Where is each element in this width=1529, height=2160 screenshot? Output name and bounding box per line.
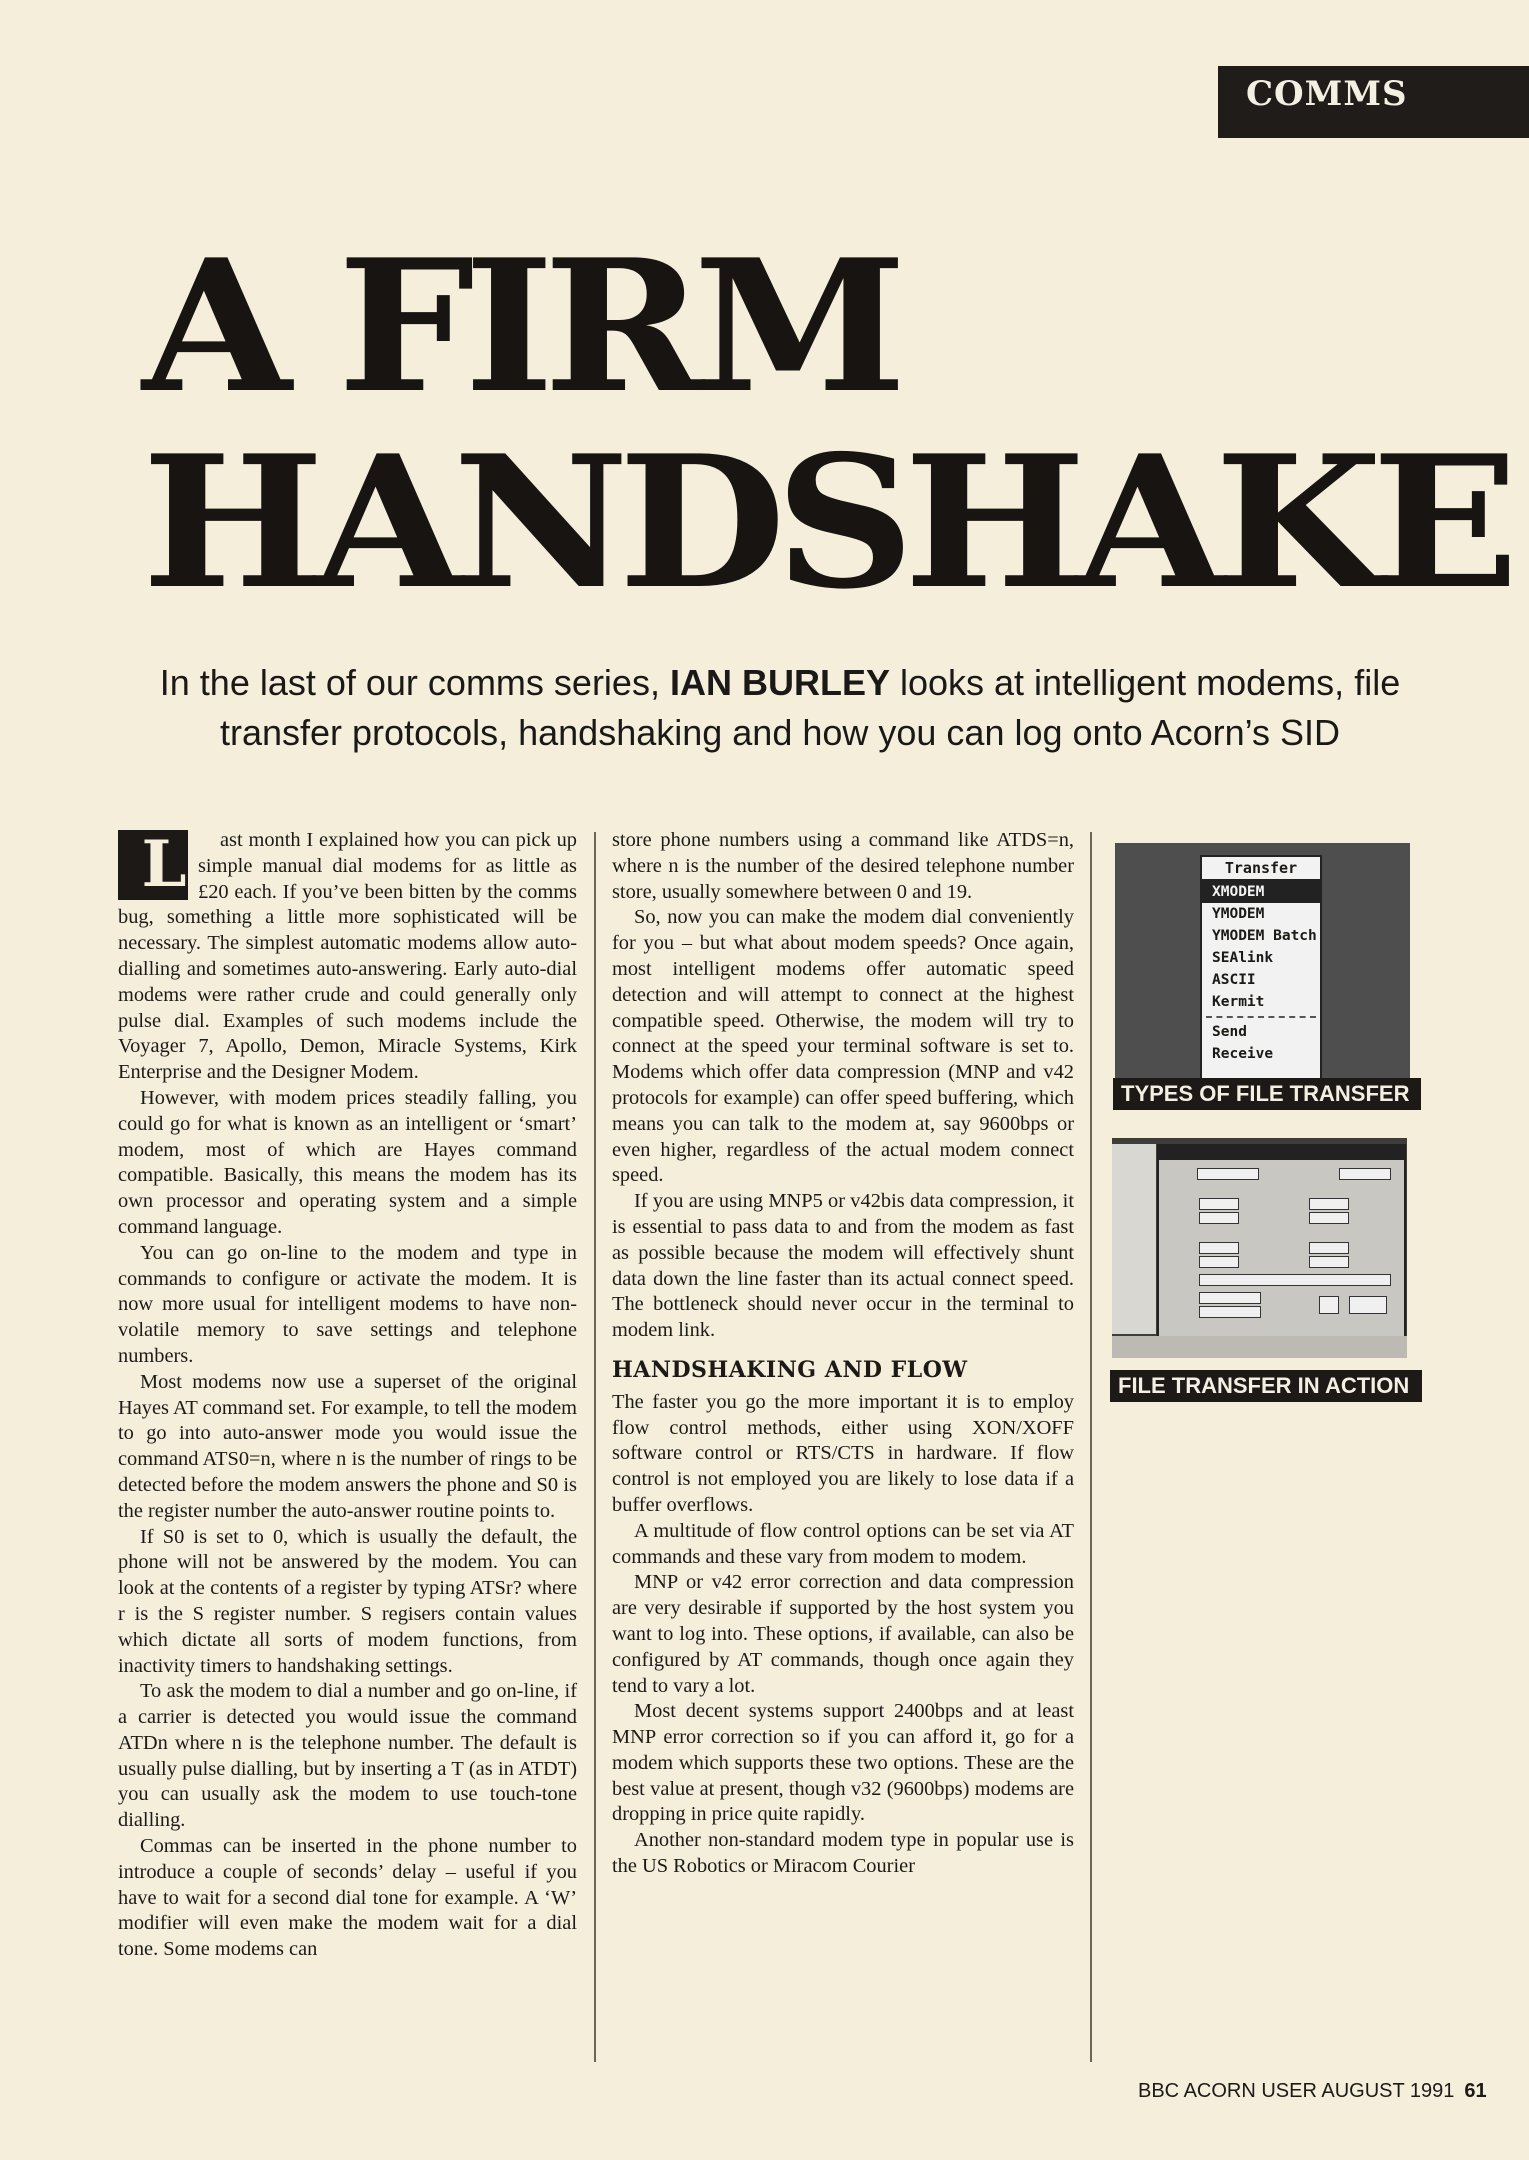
ok-button[interactable] [1319, 1296, 1339, 1314]
paragraph-text: ast month I explained how you can pick up simple manual dial modems for as little as £20 each. If you’ve been bitten by the comms bug, something a little more sophisticated will be necessary. The simplest automatic modems allow auto-dialling and sometimes auto-answering. Early auto-dial modems were rather crude and could generally only pulse dial. Examples of such modems include the Voyager 7, Apollo, Demon, Miracle Systems, Kirk Enterprise and the Designer Modem. [118, 829, 577, 1084]
dialog-field [1339, 1168, 1391, 1180]
dialog-status-field [1199, 1274, 1391, 1286]
paragraph: The faster you go the more important it is to employ flow control methods, either using XON/XOFF software control or RTS/CTS in hardware. If flow control is not employed you are likely to lose data if a buffer overflows. [612, 1390, 1074, 1516]
screenshot-file-transfer [1112, 1138, 1407, 1358]
dialog-field [1309, 1212, 1349, 1224]
icon-bar [1112, 1336, 1407, 1358]
caption-file-transfer-in-action: FILE TRANSFER IN ACTION [1110, 1370, 1422, 1402]
page-number: 61 [1464, 2080, 1487, 2102]
menu-separator [1206, 1016, 1316, 1018]
dialog-title-bar [1159, 1146, 1404, 1160]
dialog-field [1309, 1198, 1349, 1210]
dialog-field [1199, 1198, 1239, 1210]
paragraph: However, with modem prices steadily falling, you could go for what is known as an intelligent or ‘smart’ modem, most of which are Hayes command compatible. Basically, this means the modem has its own processor and operating system and a simple command language. [118, 1086, 577, 1238]
paragraph: Most modems now use a superset of the original Hayes AT command set. For example, to tell the modem to go into auto-answer mode you would issue the command ATS0=n, where n is the number of rings to be detected before the modem answers the phone and S0 is the register number the auto-answer routine points to. [118, 1370, 577, 1522]
menu-item-kermit[interactable]: Kermit [1212, 994, 1265, 1010]
paragraph: If you are using MNP5 or v42bis data compression, it is essential to pass data to and from the modem as fast as possible because the modem will effectively shunt data down the line faster than its actual connect speed. The bottleneck should never occur in the terminal to modem link. [612, 1190, 1074, 1342]
cancel-button[interactable] [1349, 1296, 1387, 1314]
author-name: IAN BURLEY [669, 662, 890, 703]
dialog-field [1199, 1212, 1239, 1224]
headline [142, 219, 1509, 629]
paragraph: MNP or v42 error correction and data compression are very desirable if supported by the host system you want to log into. These options, if available, can also be configured by AT commands, though once again they tend to vary a lot. [612, 1571, 1074, 1697]
section-label: COMMS [1246, 74, 1408, 114]
article-column-1 [118, 828, 577, 1963]
menu-title: Transfer [1202, 857, 1320, 881]
dialog-field [1199, 1292, 1261, 1304]
dialog-field [1309, 1256, 1349, 1268]
terminal-window [1112, 1144, 1156, 1334]
drop-cap: L [118, 830, 188, 900]
menu-item-ymodem-batch[interactable]: YMODEM Batch [1212, 928, 1317, 944]
magazine-issue: BBC ACORN USER AUGUST 1991 [1138, 2080, 1455, 2102]
dialog-field [1197, 1168, 1259, 1180]
headline-line-1: A FIRM [142, 219, 897, 433]
menu-item-send[interactable]: Send [1212, 1024, 1247, 1040]
column-rule [1090, 832, 1092, 2062]
menu-item-ymodem[interactable]: YMODEM [1212, 906, 1265, 922]
caption-types-of-file-transfer: TYPES OF FILE TRANSFER [1113, 1078, 1421, 1110]
transfer-menu [1200, 855, 1322, 1081]
subheading: HANDSHAKING AND FLOW [612, 1356, 968, 1383]
dialog-field [1199, 1256, 1239, 1268]
file-transfer-dialog [1157, 1144, 1406, 1340]
menu-item-ascii[interactable]: ASCII [1212, 972, 1256, 988]
paragraph: Another non-standard modem type in popular use is the US Robotics or Miracom Courier [612, 1829, 1074, 1878]
article-column-2 [612, 828, 1074, 1880]
column-rule [594, 832, 596, 2062]
headline-line-2: HANDSHAKE [142, 415, 1509, 629]
paragraph: store phone numbers using a command like ATDS=n, where n is the number of the desired telephone number store, usually somewhere between 0 and 19. [612, 829, 1074, 903]
paragraph [118, 828, 577, 1086]
paragraph: Most decent systems support 2400bps and at least MNP error correction so if you can afford it, go for a modem which supports these two options. These are the best value at present, though v32 (9600bps) modems are dropping in price quite rapidly. [612, 1700, 1074, 1826]
paragraph: If S0 is set to 0, which is usually the default, the phone will not be answered by the modem. You can look at the contents of a register by typing ATSr? where r is the S register number. S regisers contain values which dictate all sorts of modem functions, from inactivity timers to handshaking settings. [118, 1525, 577, 1677]
standfirst-rest: looks at intelligent modems, file transfer protocols, handshaking and how you can log onto Acorn’s SID [219, 662, 1401, 753]
standfirst-intro: In the last of our comms series, [159, 662, 670, 703]
dialog-field [1199, 1242, 1239, 1254]
screenshot-transfer-menu [1115, 843, 1410, 1093]
menu-item-receive[interactable]: Receive [1212, 1046, 1274, 1062]
paragraph: So, now you can make the modem dial conveniently for you – but what about modem speeds? Once again, most intelligent modems offer automatic speed detection and will attempt to connect at the highest compatible speed. Otherwise, the modem will try to connect at the speed your terminal software is set to. Modems which offer data compression (MNP and v42 protocols for example) can offer speed buffering, which means you can talk to the modem at, say 9600bps or even higher, regardless of the actual modem connect speed. [612, 906, 1074, 1187]
paragraph: To ask the modem to dial a number and go on-line, if a carrier is detected you would issue the command ATDn where n is the telephone number. The default is usually pulse dialling, but by inserting a T (as in ATDT) you can usually ask the modem to use touch-tone dialling. [118, 1680, 577, 1832]
paragraph: Commas can be inserted in the phone number to introduce a couple of seconds’ delay – useful if you have to wait for a second dial tone for example. A ‘W’ modifier will even make the modem wait for a dial tone. Some modems can [118, 1835, 577, 1961]
paragraph: A multitude of flow control options can be set via AT commands and these vary from modem to modem. [612, 1519, 1074, 1568]
page-footer [1138, 2080, 1487, 2103]
paragraph: You can go on-line to the modem and type in commands to configure or activate the modem. It is now more usual for intelligent modems to have non-volatile memory to save settings and telephone numbers. [118, 1241, 577, 1367]
section-tab [1218, 66, 1529, 138]
menu-item-sealink[interactable]: SEAlink [1212, 950, 1274, 966]
menu-item-xmodem[interactable]: XMODEM [1202, 881, 1320, 903]
dialog-field [1309, 1242, 1349, 1254]
dialog-field [1199, 1306, 1261, 1318]
standfirst [150, 658, 1410, 758]
